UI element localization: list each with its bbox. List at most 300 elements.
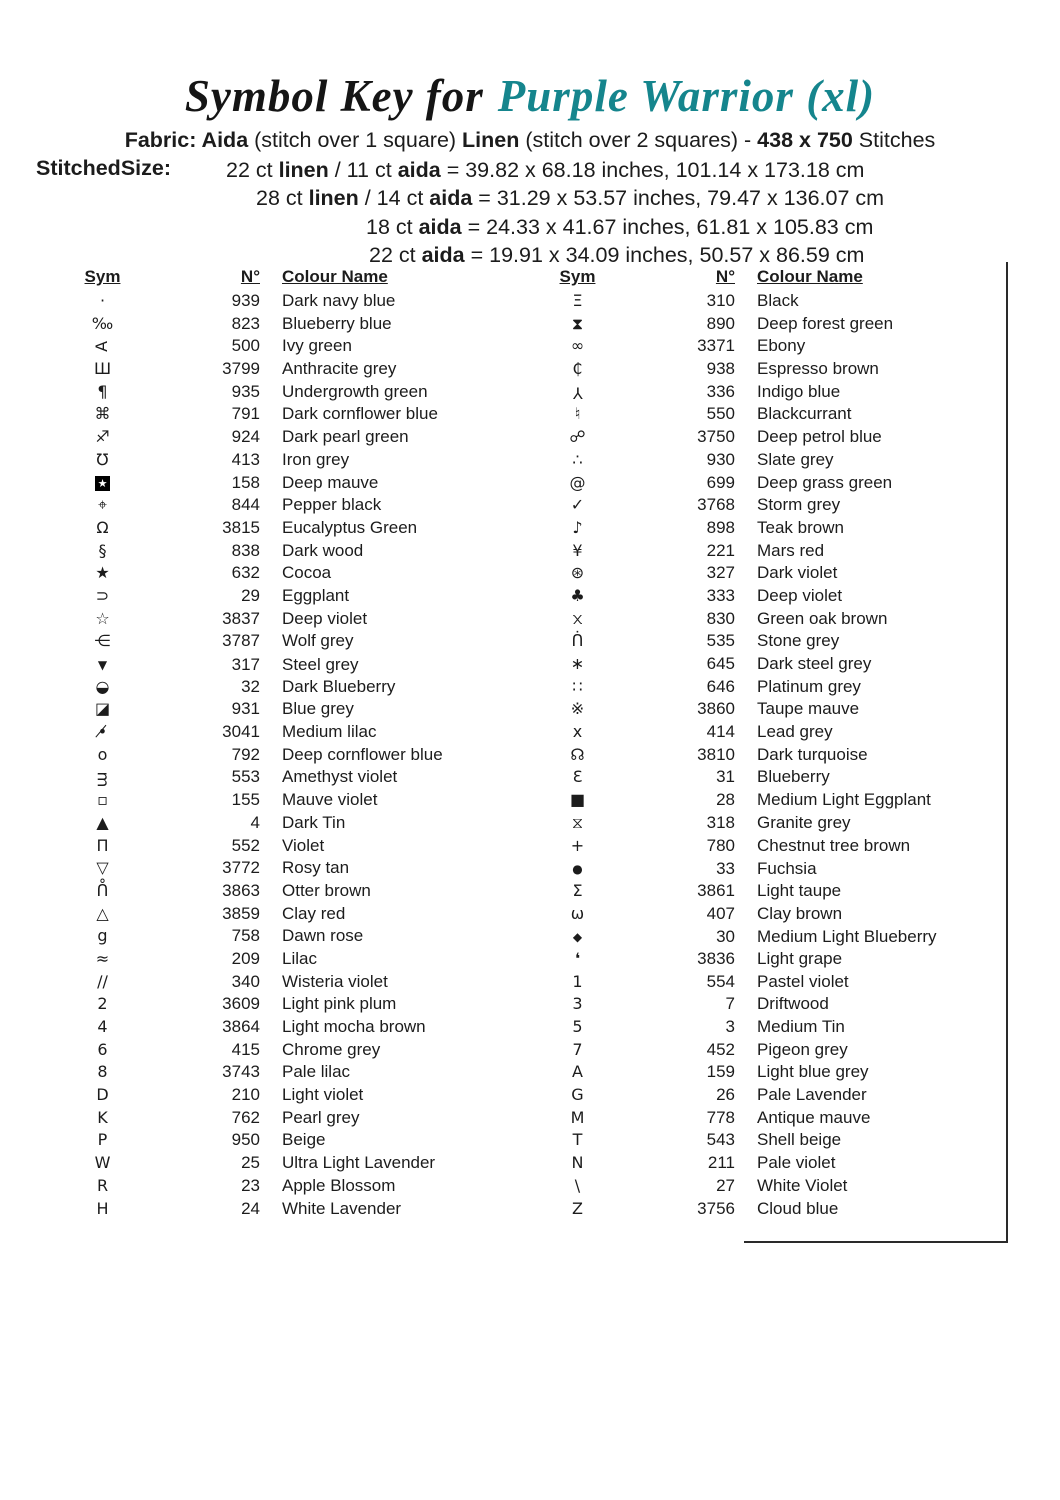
stitch-symbol: W xyxy=(94,1153,111,1173)
table-row xyxy=(545,971,1007,994)
fabric-info-line xyxy=(0,128,1060,153)
stitch-symbol: ¶ xyxy=(97,381,108,401)
table-row xyxy=(545,403,1007,426)
table-rows-right xyxy=(545,290,1007,1220)
number-cell: 26 xyxy=(716,1085,735,1105)
symbol-cell xyxy=(545,517,610,540)
number-cell: 830 xyxy=(706,609,735,629)
symbol-cell xyxy=(70,335,135,358)
stitch-symbol: K xyxy=(97,1107,108,1127)
colour-name-cell: Pale lilac xyxy=(282,1062,351,1082)
colour-name-cell: Dark turquoise xyxy=(757,744,868,764)
stitch-symbol: R xyxy=(96,1175,109,1195)
colour-name-cell: Medium Tin xyxy=(757,1017,845,1036)
stitch-symbol: ☍ xyxy=(569,427,586,447)
number-cell: 3772 xyxy=(222,858,260,878)
text-fragment: 22 ct xyxy=(226,158,279,182)
number-cell: 762 xyxy=(231,1107,260,1127)
symbol-cell xyxy=(545,313,610,336)
number-cell: 950 xyxy=(231,1130,260,1150)
table-row xyxy=(545,381,1007,404)
symbol-cell xyxy=(70,426,135,449)
symbol-cell xyxy=(545,676,610,699)
number-cell: 327 xyxy=(706,563,735,583)
number-cell: 938 xyxy=(706,359,735,379)
table-row xyxy=(70,766,520,789)
number-cell: 25 xyxy=(241,1153,260,1173)
table-row xyxy=(545,1061,1007,1084)
colour-name-cell: Anthracite grey xyxy=(282,359,397,379)
table-row xyxy=(70,1084,520,1107)
symbol-cell xyxy=(545,1152,610,1175)
table-right-border xyxy=(1006,262,1008,1242)
table-row xyxy=(70,358,520,381)
stitch-symbol: ₵ xyxy=(572,359,583,379)
stitch-symbol: ♮ xyxy=(574,404,581,424)
colour-name-cell: Dark Tin xyxy=(282,812,346,832)
colour-name-cell: Wolf grey xyxy=(282,631,354,651)
number-cell: 931 xyxy=(231,699,260,719)
table-row xyxy=(70,585,520,608)
number-cell: 550 xyxy=(706,404,735,424)
text-fragment: / 14 ct xyxy=(358,186,430,211)
number-cell: 29 xyxy=(241,585,260,605)
colour-name-cell: Chrome grey xyxy=(282,1039,381,1059)
number-cell: 32 xyxy=(241,676,260,696)
symbol-cell xyxy=(545,925,610,949)
text-fragment: = 24.33 x 41.67 inches, 61.81 x 105.83 cm xyxy=(461,214,874,239)
symbol-cell xyxy=(70,812,135,835)
symbol-cell xyxy=(70,540,135,563)
number-cell: 24 xyxy=(241,1198,260,1218)
text-fragment: aida xyxy=(421,243,465,268)
table-row xyxy=(545,789,1007,812)
number-cell: 3863 xyxy=(222,880,260,900)
symbol-cell xyxy=(545,1061,610,1084)
number-cell: 27 xyxy=(716,1175,735,1195)
number-cell: 3864 xyxy=(222,1017,260,1036)
colour-name-cell: Beige xyxy=(282,1130,326,1150)
stitch-symbol: A xyxy=(92,341,112,353)
colour-name-cell: Mars red xyxy=(757,540,825,560)
stitch-symbol: ⊛ xyxy=(570,563,585,583)
colour-name-cell: Light violet xyxy=(282,1085,364,1105)
colour-name-cell: Shell beige xyxy=(757,1130,842,1150)
colour-name-cell: Dark steel grey xyxy=(757,654,872,673)
colour-name-cell: Blueberry xyxy=(757,767,830,787)
text-fragment: (stitch over 1 square) xyxy=(248,128,463,152)
number-cell: 336 xyxy=(706,381,735,401)
stitch-symbol: ‰ xyxy=(91,313,114,333)
symbol-cell xyxy=(545,1084,610,1107)
stitch-symbol: ∗ xyxy=(570,654,585,673)
colour-name-cell: Dark cornflower blue xyxy=(282,404,438,424)
stitched-size-label: StitchedSize: xyxy=(36,156,171,180)
symbol-cell xyxy=(545,426,610,449)
colour-name-cell: Medium lilac xyxy=(282,722,377,742)
number-cell: 3810 xyxy=(697,744,735,764)
table-row xyxy=(70,971,520,994)
colour-name-cell: Granite grey xyxy=(757,812,851,832)
colour-name-cell: Pepper black xyxy=(282,495,382,515)
symbol-cell xyxy=(70,835,135,858)
symbol-cell xyxy=(70,517,135,540)
colour-name-cell: Slate grey xyxy=(757,449,834,469)
symbol-cell xyxy=(545,903,610,926)
stitch-symbol: M xyxy=(570,1107,585,1127)
number-cell: 3609 xyxy=(222,994,260,1014)
stitch-symbol: ∷ xyxy=(572,676,583,696)
stitch-symbol: ❛ xyxy=(574,948,581,968)
stitch-symbol: Y xyxy=(572,383,583,403)
symbol-cell xyxy=(545,812,610,835)
stitched-size-line xyxy=(226,156,884,184)
colour-name-cell: Blueberry blue xyxy=(282,313,392,333)
symbol-cell xyxy=(545,993,610,1016)
colour-name-cell: Ebony xyxy=(757,336,806,356)
text-fragment: 28 ct xyxy=(256,186,309,211)
symbol-cell xyxy=(545,698,610,721)
number-cell: 699 xyxy=(706,472,735,492)
symbol-cell xyxy=(545,653,610,676)
table-row xyxy=(545,812,1007,835)
stitch-symbol: ▫ xyxy=(97,790,108,810)
symbol-cell xyxy=(545,608,610,632)
title-prefix: Symbol Key for xyxy=(184,71,484,121)
colour-name-cell: Wisteria violet xyxy=(282,971,388,991)
symbol-cell xyxy=(70,1107,135,1130)
colour-name-cell: Pastel violet xyxy=(757,971,849,991)
symbol-table-right xyxy=(545,264,1007,1220)
symbol-cell xyxy=(545,335,610,358)
table-row xyxy=(70,835,520,858)
header-colour-name: Colour Name xyxy=(282,267,388,286)
symbol-cell xyxy=(70,880,135,903)
table-row xyxy=(545,993,1007,1016)
text-fragment: / 11 ct xyxy=(328,158,398,182)
number-cell: 4 xyxy=(250,812,260,832)
table-rows-left xyxy=(70,290,520,1220)
colour-name-cell: Iron grey xyxy=(282,449,350,469)
table-row xyxy=(545,880,1007,903)
symbol-cell xyxy=(545,540,610,563)
symbol-cell xyxy=(70,630,135,653)
number-cell: 838 xyxy=(231,540,260,560)
stitch-symbol: H xyxy=(96,1198,109,1218)
table-row xyxy=(70,403,520,426)
stitch-symbol: Σ xyxy=(572,880,583,900)
table-row xyxy=(70,925,520,948)
colour-name-cell: Violet xyxy=(282,835,325,855)
number-cell: 158 xyxy=(231,472,260,492)
stitch-symbol: ᑍ xyxy=(96,880,109,900)
table-row xyxy=(70,1175,520,1198)
symbol-cell xyxy=(70,653,135,677)
table-row xyxy=(545,517,1007,540)
colour-name-cell: White Lavender xyxy=(282,1198,402,1218)
table-row xyxy=(70,313,520,336)
table-row xyxy=(70,630,520,653)
symbol-cell xyxy=(545,630,610,653)
number-cell: 3836 xyxy=(697,948,735,968)
table-row xyxy=(545,630,1007,653)
number-cell: 3756 xyxy=(697,1198,735,1218)
number-cell: 415 xyxy=(231,1039,260,1059)
colour-name-cell: Deep mauve xyxy=(282,472,379,492)
symbol-cell xyxy=(70,903,135,926)
table-row xyxy=(545,1039,1007,1062)
stitch-symbol: · xyxy=(99,291,106,310)
header-sym: Sym xyxy=(559,267,596,286)
table-header xyxy=(545,264,1007,290)
table-row xyxy=(70,494,520,517)
stitch-symbol: 1 xyxy=(572,971,583,991)
colour-name-cell: Eucalyptus Green xyxy=(282,517,418,537)
symbol-cell xyxy=(70,766,135,789)
stitch-symbol: Ω xyxy=(96,517,109,537)
table-row xyxy=(70,1198,520,1221)
colour-name-cell: Green oak brown xyxy=(757,609,888,629)
number-cell: 7 xyxy=(725,994,735,1014)
stitch-symbol: •̸ xyxy=(97,722,108,742)
number-cell: 3743 xyxy=(222,1062,260,1082)
table-row xyxy=(545,608,1007,631)
symbol-cell xyxy=(70,381,135,404)
table-row xyxy=(545,1175,1007,1198)
table-row xyxy=(70,993,520,1016)
text-fragment: 18 ct xyxy=(366,214,419,239)
table-row xyxy=(545,540,1007,563)
table-row xyxy=(545,948,1007,971)
stitch-symbol: ◆ xyxy=(572,930,583,945)
colour-name-cell: Light taupe xyxy=(757,880,842,900)
number-cell: 210 xyxy=(231,1085,260,1105)
table-row xyxy=(70,744,520,767)
table-row xyxy=(70,1152,520,1175)
stitch-symbol: ♪ xyxy=(572,517,583,537)
number-cell: 31 xyxy=(716,767,735,787)
colour-name-cell: Teak brown xyxy=(757,517,844,537)
stitch-symbol: ⌖ xyxy=(97,495,107,515)
header-sym: Sym xyxy=(84,267,121,286)
number-cell: 340 xyxy=(231,971,260,991)
table-row xyxy=(70,517,520,540)
stitch-symbol: Ξ xyxy=(572,291,583,310)
number-cell: 221 xyxy=(706,540,735,560)
symbol-cell xyxy=(70,789,135,812)
text-fragment: 22 ct xyxy=(369,243,422,268)
table-row xyxy=(545,449,1007,472)
symbol-cell xyxy=(545,721,610,744)
text-fragment: = 19.91 x 34.09 inches, 50.57 x 86.59 cm xyxy=(464,243,865,268)
symbol-cell xyxy=(70,993,135,1016)
colour-name-cell: Light blue grey xyxy=(757,1062,869,1082)
colour-name-cell: Steel grey xyxy=(282,654,359,674)
stitch-symbol: g xyxy=(97,926,108,946)
symbol-cell xyxy=(545,1107,610,1130)
colour-name-cell: Medium Light Eggplant xyxy=(757,790,931,810)
table-row xyxy=(70,290,520,313)
symbol-cell xyxy=(545,766,610,789)
number-cell: 823 xyxy=(231,313,260,333)
text-fragment: linen xyxy=(278,158,329,182)
symbol-cell xyxy=(70,721,135,744)
text-fragment: linen xyxy=(308,186,359,211)
colour-name-cell: Indigo blue xyxy=(757,381,841,401)
number-cell: 3371 xyxy=(697,336,735,356)
symbol-cell xyxy=(545,1175,610,1198)
symbol-cell xyxy=(70,1061,135,1084)
stitch-symbol: 3 xyxy=(572,994,583,1014)
number-cell: 939 xyxy=(231,291,260,310)
table-row xyxy=(70,540,520,563)
table-row xyxy=(545,744,1007,767)
stitch-symbol: o xyxy=(97,744,108,764)
symbol-cell xyxy=(70,1039,135,1062)
colour-name-cell: White Violet xyxy=(757,1175,848,1195)
colour-name-cell: Black xyxy=(757,291,799,310)
colour-name-cell: Clay red xyxy=(282,903,346,923)
stitch-symbol: D xyxy=(96,1085,109,1105)
table-row xyxy=(545,335,1007,358)
number-cell: 3860 xyxy=(697,699,735,719)
number-cell: 552 xyxy=(231,835,260,855)
symbol-cell xyxy=(70,948,135,971)
stitch-symbol: N xyxy=(571,1153,584,1173)
table-row xyxy=(70,676,520,699)
page-title xyxy=(0,70,1060,122)
number-cell: 3750 xyxy=(697,427,735,447)
stitch-symbol: Π xyxy=(96,835,109,855)
symbol-cell xyxy=(545,880,610,903)
stitch-symbol: ◒ xyxy=(95,676,110,696)
colour-name-cell: Deep grass green xyxy=(757,472,893,492)
symbol-cell xyxy=(70,1175,135,1198)
number-cell: 535 xyxy=(706,631,735,651)
symbol-cell xyxy=(545,948,610,971)
stitch-symbol: 7 xyxy=(572,1039,583,1059)
stitch-symbol: G xyxy=(571,1085,584,1105)
colour-name-cell: Eggplant xyxy=(282,585,350,605)
colour-name-cell: Pale violet xyxy=(757,1153,836,1173)
stitch-symbol: @ xyxy=(569,472,586,492)
table-row xyxy=(545,426,1007,449)
table-row xyxy=(70,426,520,449)
colour-name-cell: Dark wood xyxy=(282,540,364,560)
colour-name-cell: Dark violet xyxy=(757,563,838,583)
table-row xyxy=(545,358,1007,381)
stitched-size-lines xyxy=(226,156,884,270)
symbol-cell xyxy=(545,857,610,881)
number-cell: 645 xyxy=(706,654,735,673)
number-cell: 452 xyxy=(706,1039,735,1059)
table-row xyxy=(545,925,1007,948)
stitch-symbol: ⧗ xyxy=(571,313,584,333)
colour-name-cell: Undergrowth green xyxy=(282,381,428,401)
number-cell: 780 xyxy=(706,835,735,855)
number-cell: 3837 xyxy=(222,608,260,628)
symbol-cell xyxy=(70,608,135,631)
stitch-symbol: ★ xyxy=(95,476,110,491)
colour-name-cell: Medium Light Blueberry xyxy=(757,926,937,946)
stitch-symbol: ▲ xyxy=(96,812,109,832)
stitch-symbol: ᴟ xyxy=(97,767,108,787)
colour-name-cell: Ivy green xyxy=(282,336,352,356)
stitch-symbol: △ xyxy=(96,903,109,923)
table-row xyxy=(70,948,520,971)
table-row xyxy=(70,472,520,495)
symbol-cell xyxy=(70,290,135,313)
colour-name-cell: Stone grey xyxy=(757,631,840,651)
colour-name-cell: Antique mauve xyxy=(757,1107,871,1127)
stitch-symbol: ∕∕ xyxy=(97,971,108,991)
number-cell: 414 xyxy=(706,722,735,742)
symbol-cell xyxy=(545,585,610,608)
stitch-symbol: 4 xyxy=(97,1017,108,1036)
colour-name-cell: Lilac xyxy=(282,948,317,968)
colour-name-cell: Rosy tan xyxy=(282,858,350,878)
colour-name-cell: Blackcurrant xyxy=(757,404,852,424)
number-cell: 159 xyxy=(706,1062,735,1082)
stitch-symbol: 8 xyxy=(97,1062,108,1082)
text-fragment: aida xyxy=(397,158,441,182)
stitch-symbol: 6 xyxy=(97,1039,108,1059)
table-row xyxy=(70,880,520,903)
symbol-cell xyxy=(70,857,135,880)
symbol-cell xyxy=(545,449,610,472)
stitch-symbol: § xyxy=(98,540,107,560)
text-fragment: Fabric: Aida xyxy=(124,128,249,152)
symbol-cell xyxy=(70,1129,135,1152)
symbol-cell xyxy=(70,1084,135,1107)
number-cell: 898 xyxy=(706,517,735,537)
stitch-symbol: ◪ xyxy=(94,699,111,719)
number-cell: 554 xyxy=(706,971,735,991)
number-cell: 211 xyxy=(707,1153,735,1173)
stitch-symbol: ≈ xyxy=(95,948,110,968)
table-header xyxy=(70,264,520,290)
stitch-symbol: ⧖ xyxy=(571,812,584,832)
colour-name-cell: Blue grey xyxy=(282,699,354,719)
stitch-symbol: ⋲ xyxy=(94,631,111,651)
symbol-cell xyxy=(545,472,610,495)
number-cell: 317 xyxy=(231,654,260,674)
symbol-cell xyxy=(545,835,610,858)
header-number: N° xyxy=(715,267,735,286)
number-cell: 407 xyxy=(706,903,735,923)
colour-name-cell: Mauve violet xyxy=(282,790,378,810)
number-cell: 30 xyxy=(716,926,735,946)
symbol-cell xyxy=(545,1129,610,1152)
table-row xyxy=(545,766,1007,789)
table-row xyxy=(70,653,520,676)
title-pattern-name: Purple Warrior (xl) xyxy=(497,71,876,121)
table-row xyxy=(70,1061,520,1084)
table-row xyxy=(70,1129,520,1152)
table-row xyxy=(70,698,520,721)
number-cell: 646 xyxy=(706,676,735,696)
stitch-symbol: ♣ xyxy=(570,585,585,605)
symbol-cell xyxy=(545,290,610,313)
stitch-symbol: ☊ xyxy=(570,744,585,764)
table-row xyxy=(70,449,520,472)
number-cell: 924 xyxy=(231,427,260,447)
symbol-cell xyxy=(545,971,610,994)
colour-name-cell: Lead grey xyxy=(757,722,833,742)
number-cell: 310 xyxy=(706,291,735,310)
table-row xyxy=(70,1039,520,1062)
colour-name-cell: Taupe mauve xyxy=(757,699,860,719)
